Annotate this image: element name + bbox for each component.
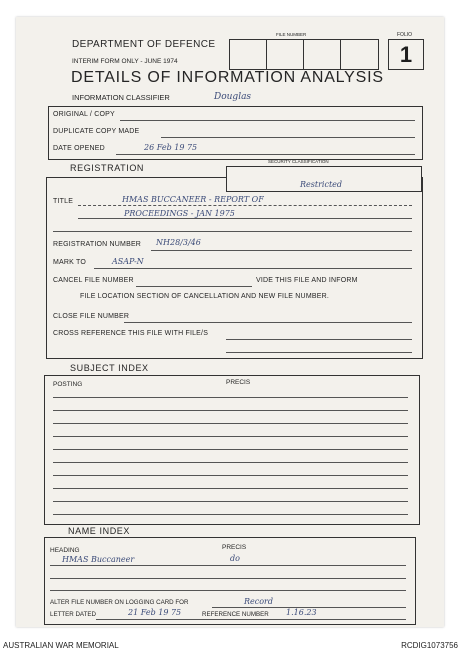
folio-box <box>388 39 424 70</box>
registration-number-label: REGISTRATION NUMBER <box>53 241 142 248</box>
date-opened-label: DATE OPENED <box>53 145 105 152</box>
vide-text: VIDE THIS FILE AND INFORM <box>256 277 358 284</box>
heading-value: HMAS Buccaneer <box>62 555 135 564</box>
classifier-value: Douglas <box>214 92 252 102</box>
form-title: DETAILS OF INFORMATION ANALYSIS <box>71 69 384 86</box>
original-copy-label: ORIGINAL / COPY <box>53 111 115 118</box>
folio-label: FOLIO <box>397 32 413 38</box>
heading-label: HEADING <box>50 547 80 554</box>
close-file-label: CLOSE FILE NUMBER <box>53 313 130 320</box>
classifier-label: INFORMATION CLASSIFIER <box>72 93 170 102</box>
letter-dated-label: LETTER DATED <box>50 611 96 618</box>
registration-number-value: NH28/3/46 <box>156 238 201 247</box>
subject-precis-label: PRECIS <box>226 379 251 386</box>
title-line-2: PROCEEDINGS - JAN 1975 <box>124 209 235 218</box>
alter-file-value: Record <box>244 597 273 606</box>
file-location-text: FILE LOCATION SECTION OF CANCELLATION AND NEW FILE NUMBER. <box>80 293 329 300</box>
title-label: TITLE <box>53 198 74 205</box>
interim-note: INTERIM FORM ONLY - JUNE 1974 <box>72 58 178 65</box>
name-index-heading: NAME INDEX <box>68 526 131 536</box>
footer-source: AUSTRALIAN WAR MEMORIAL <box>3 641 119 650</box>
title-line-1: HMAS BUCCANEER - REPORT OF <box>122 195 264 204</box>
date-opened-value: 26 Feb 19 75 <box>144 143 198 152</box>
file-number-boxes <box>229 39 379 70</box>
alter-file-label: ALTER FILE NUMBER ON LOGGING CARD FOR <box>50 599 189 606</box>
duplicate-label: DUPLICATE COPY MADE <box>53 128 140 135</box>
mark-to-value: ASAP-N <box>112 257 144 266</box>
registration-heading: REGISTRATION <box>70 163 145 173</box>
department-heading: DEPARTMENT OF DEFENCE <box>72 39 216 50</box>
footer-id: RCDIG1073756 <box>401 641 458 650</box>
cancel-file-label: CANCEL FILE NUMBER <box>53 277 134 284</box>
reference-number-label: REFERENCE NUMBER <box>202 611 269 618</box>
security-classification-label: SECURITY CLASSIFICATION <box>268 159 329 164</box>
posting-label: POSTING <box>53 381 83 388</box>
name-precis-label: PRECIS <box>222 544 247 551</box>
name-precis-value: do <box>230 554 240 563</box>
folio-value: 1 <box>399 42 413 67</box>
cross-reference-label: CROSS REFERENCE THIS FILE WITH FILE/S <box>53 330 209 337</box>
letter-dated-value: 21 Feb 19 75 <box>128 608 182 617</box>
reference-number-value: 1.16.23 <box>286 608 317 617</box>
subject-index-heading: SUBJECT INDEX <box>70 363 149 373</box>
form-sheet <box>16 17 444 627</box>
file-number-label: FILE NUMBER <box>276 32 307 37</box>
mark-to-label: MARK TO <box>53 259 87 266</box>
security-classification-value: Restricted <box>300 180 343 189</box>
